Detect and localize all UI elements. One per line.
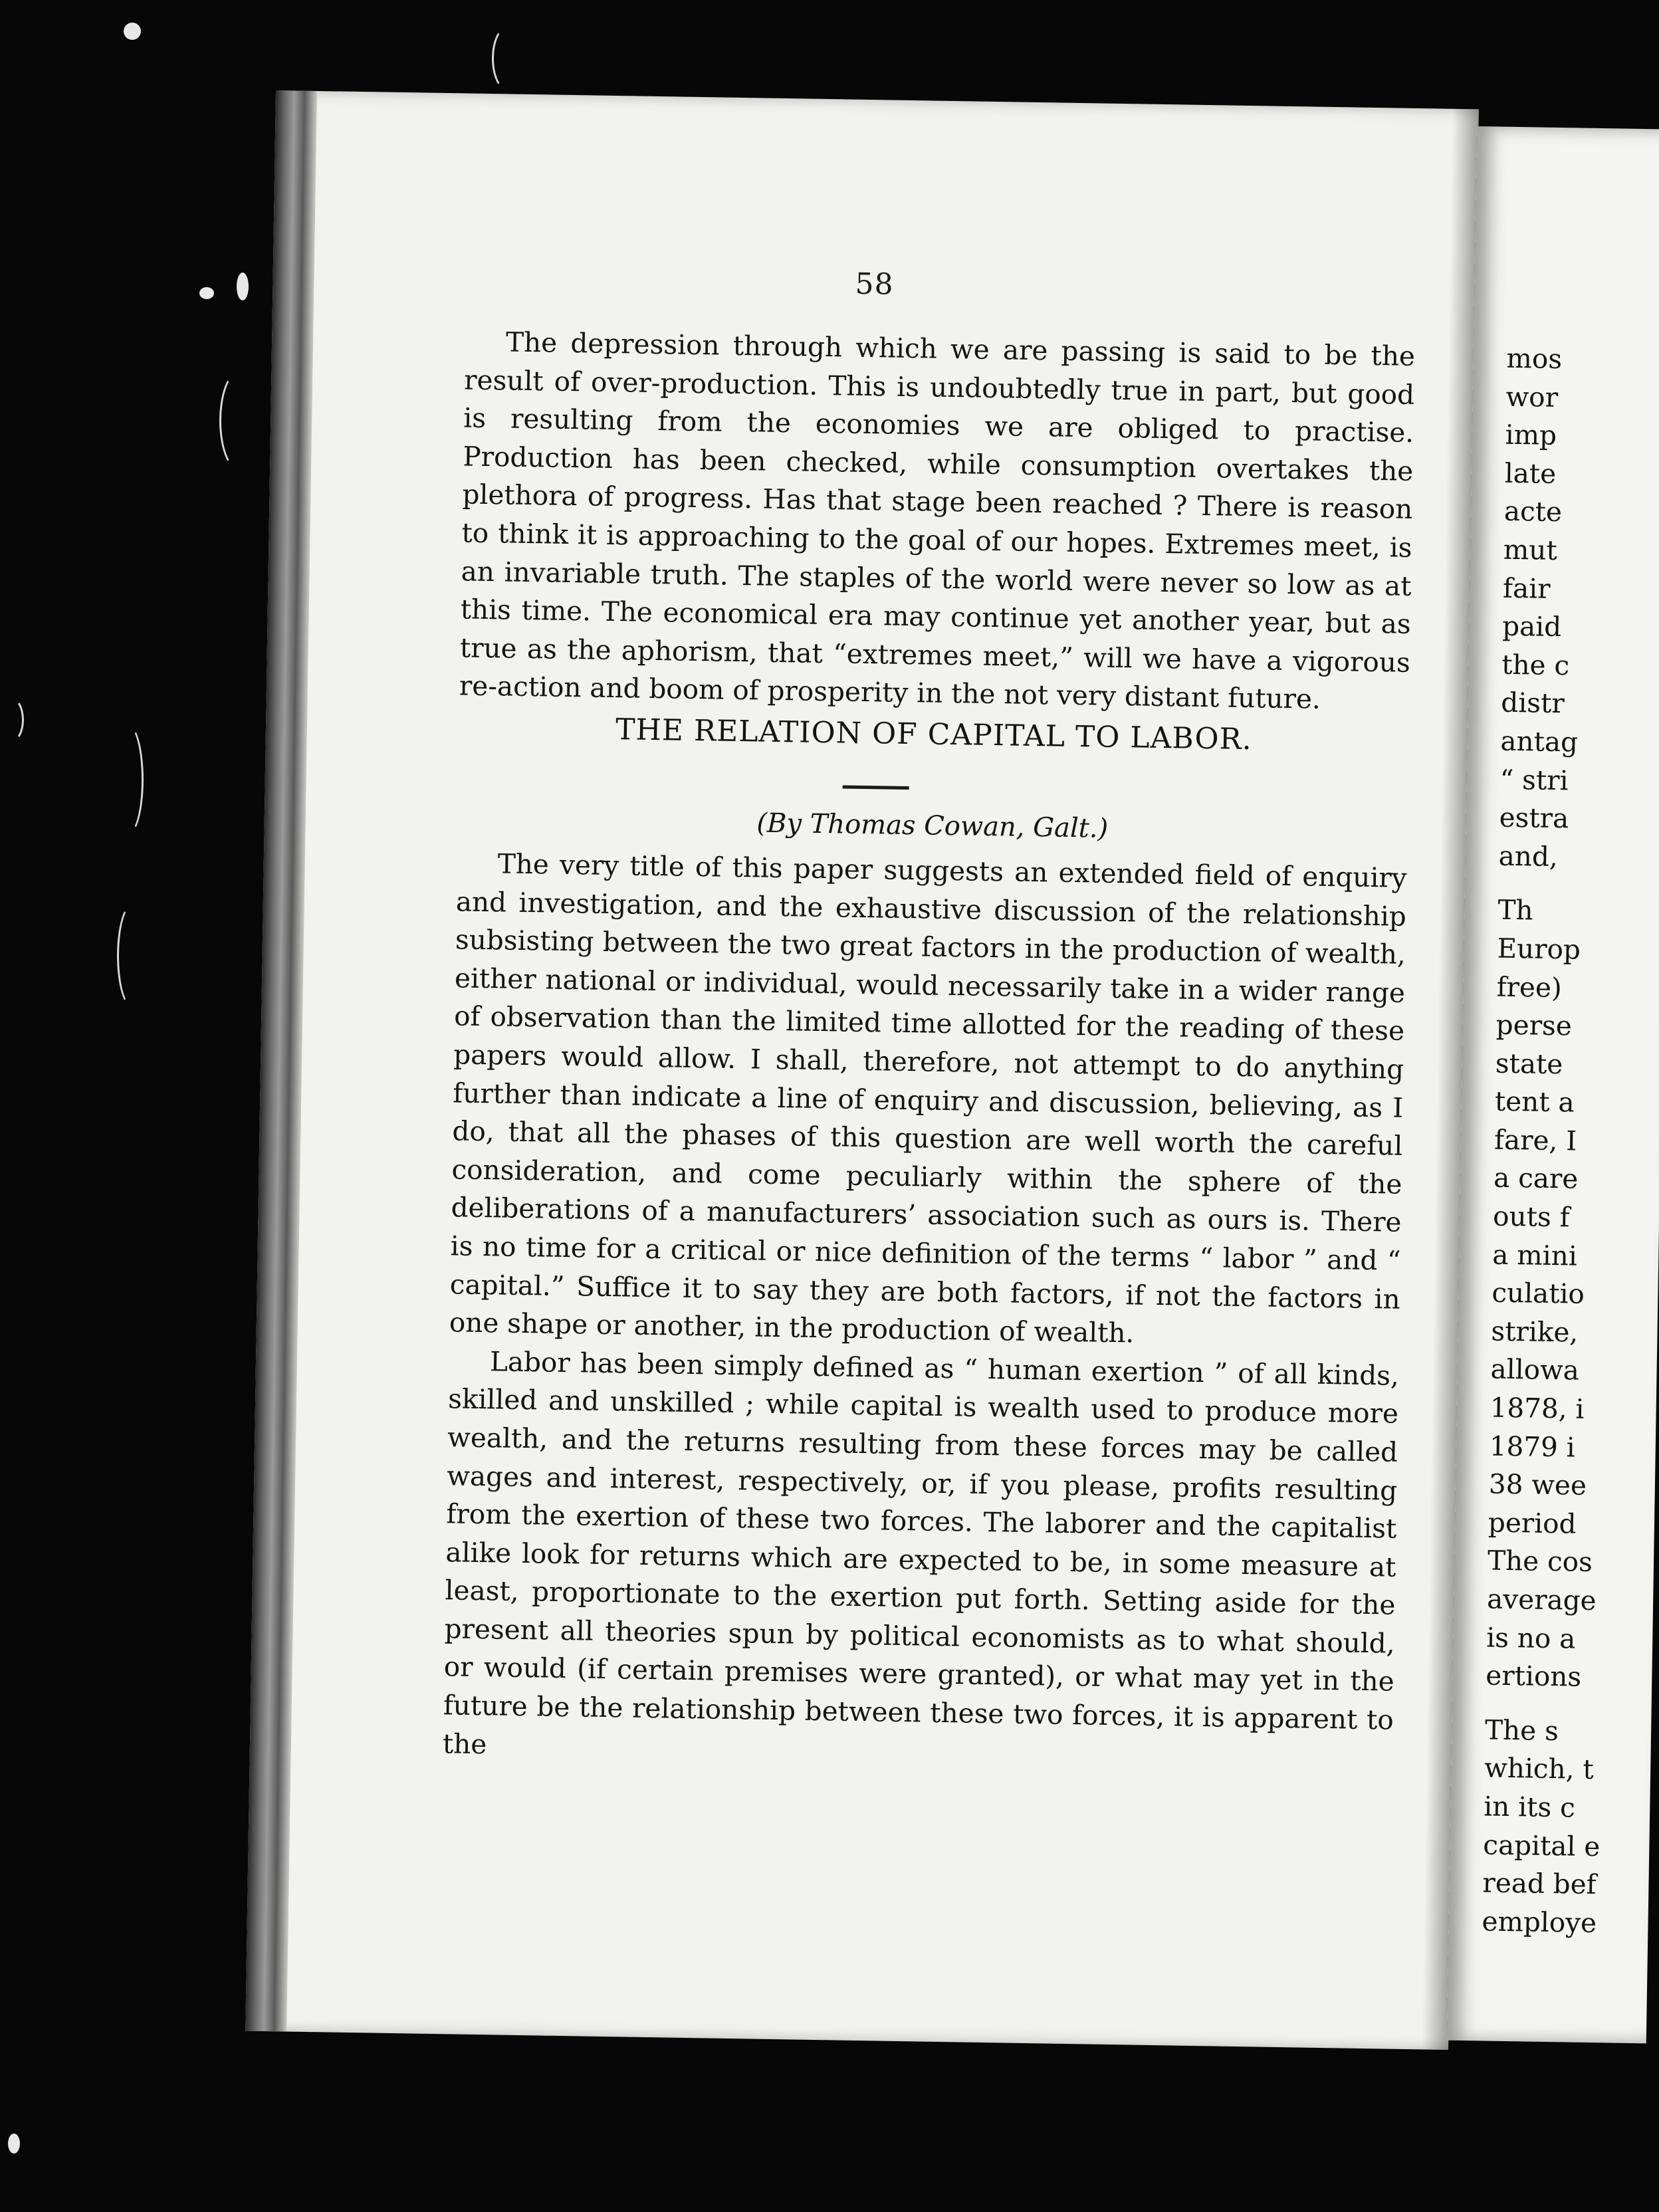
facing-line: wor [1505, 380, 1559, 413]
facing-line: acte [1503, 495, 1563, 528]
facing-line: and, [1498, 839, 1559, 873]
facing-line: in its c [1483, 1790, 1576, 1824]
film-scratch [219, 372, 257, 469]
facing-line: outs f [1492, 1200, 1571, 1234]
article-heading: THE RELATION OF CAPITAL TO LABOR. [615, 713, 1253, 757]
facing-line: “ stri [1499, 763, 1569, 796]
article-body [443, 844, 1408, 1778]
facing-line: employe [1482, 1905, 1597, 1939]
book-page-right-partial [1447, 126, 1659, 2043]
facing-line: is no a [1486, 1621, 1576, 1655]
facing-line: the c [1501, 648, 1570, 682]
facing-line: ertions [1486, 1659, 1582, 1693]
facing-line: 38 wee [1488, 1468, 1587, 1502]
page-fore-edge [245, 90, 317, 2032]
facing-line: perse [1495, 1008, 1573, 1042]
facing-line: Th [1497, 893, 1533, 927]
facing-line: allowa [1490, 1353, 1580, 1387]
facing-line: 1878, i [1490, 1391, 1585, 1425]
facing-line: a care [1493, 1162, 1579, 1196]
facing-line: capital e [1483, 1828, 1601, 1862]
facing-line: imp [1505, 418, 1557, 452]
film-scratch [0, 698, 24, 742]
body-paragraph: The very title of this paper suggests an extended field of enquiry and investigation, and the exhaustive discussion of the relationship subsisting between the two great factors in the production of wealth, either national or individual, would necessarily take in a wider range of observation than the limited time allotted for the reading of these papers would allow. I shall, therefore, not attempt to do anything further than indicate a line of enquiry and discussion, believing, as I do, that all the phases of this question are well worth the careful consideration, and come peculiarly within the sphere of the deliberations of a manufacturers’ association such as ours is. There is no time for a critical or nice definition of the terms “ labor ” and “ capital.” Suffice it to say they are both factors, if not the factors in one shape or another, in the production of wealth. [449, 847, 1408, 1349]
facing-line: Europ [1497, 932, 1581, 966]
article-byline [457, 803, 1408, 848]
facing-line: strike, [1491, 1315, 1579, 1349]
heading-rule [843, 785, 909, 790]
facing-line: culatio [1492, 1276, 1585, 1311]
book-page-left [245, 90, 1479, 2050]
facing-line: period [1488, 1506, 1577, 1540]
facing-line: read bef [1482, 1866, 1597, 1901]
facing-line: which, t [1484, 1751, 1595, 1786]
facing-line: antag [1500, 724, 1579, 758]
byline-text: (By Thomas Cowan, Galt.) [756, 808, 1109, 844]
facing-page-text [1482, 340, 1659, 1945]
facing-line: 1879 i [1489, 1430, 1576, 1464]
facing-line: a mini [1492, 1238, 1578, 1272]
film-speck [124, 23, 141, 40]
film-scratch [492, 27, 522, 90]
facing-line: tent a [1494, 1085, 1575, 1119]
facing-line: free) [1496, 970, 1563, 1004]
intro-paragraph-block [459, 322, 1416, 720]
film-scratch [113, 724, 144, 835]
facing-line: estra [1499, 801, 1569, 835]
facing-line: mut [1503, 533, 1558, 566]
facing-line: The cos [1487, 1544, 1593, 1579]
facing-line: fare, I [1493, 1123, 1577, 1157]
film-speck [237, 273, 249, 300]
intro-paragraph: The depression through which we are passing is said to be the result of over-production. This is undoubtedly true in part, but good is resulting from the economies we are obliged to practise. Production has been checked, while consumption overtakes the plethora of progress. Has that stage been reached ? There is reason to think it is approaching to the goal of our hopes. Extremes meet, is an invariable truth. The staples of the world were never so low as at this time. The economical era may continue yet another year, but as true as the aphorism, that “extremes meet,” will we have a vigorous re-action and boom of prosperity in the not very distant future. [459, 326, 1416, 716]
facing-line: paid [1501, 609, 1562, 643]
film-speck [8, 2134, 20, 2154]
facing-line: average [1486, 1583, 1597, 1617]
body-paragraph: Labor has been simply defined as “ human exertion ” of all kinds, skilled and unskilled ; while capital is wealth used to produce more wealth, and the returns resulting from these forces may be called wages and interest, respectively, or, if you please, profits resulting from the exertion of these two forces. The laborer and the capitalist alike look for returns which are expected to be, in some measure at least, proportionate to the exertion put forth. Setting aside for the present all theories spun by political economists as to what should, or would (if certain premises were granted), or what may yet in the future be the relationship between these two forces, it is apparent to the [442, 1345, 1400, 1760]
facing-line: fair [1502, 572, 1551, 605]
facing-line: distr [1501, 687, 1565, 720]
facing-line: mos [1506, 342, 1563, 376]
facing-line: The s [1484, 1714, 1559, 1747]
facing-line: late [1504, 457, 1557, 490]
page-number: 58 [855, 267, 894, 302]
facing-line: state [1495, 1047, 1563, 1080]
film-scratch [117, 904, 148, 1008]
film-speck [199, 287, 214, 299]
